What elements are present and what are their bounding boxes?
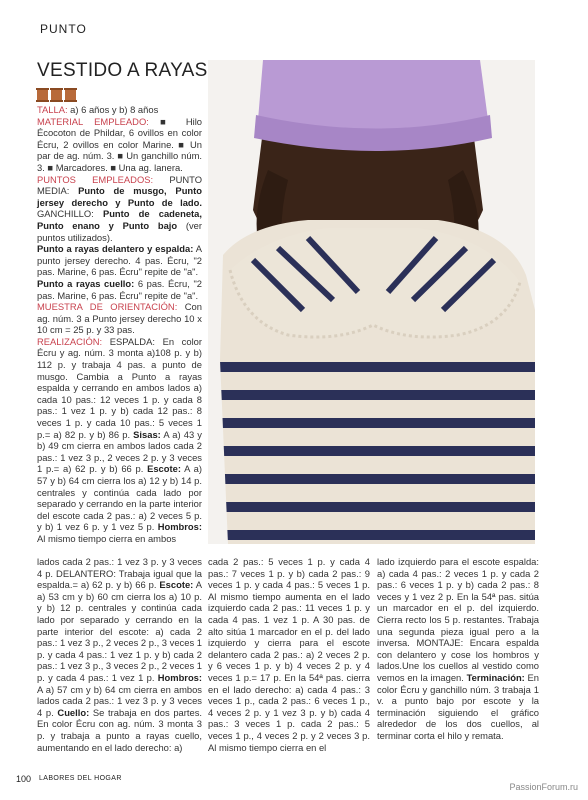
terminacion-text: En color Écru y ganchillo núm. 3 trabaja 1 v. a punto bajo por escote y la terminación siguiendo el gráfico alrededor de los dos cuellos, al terminar corta el hilo y remata. <box>377 671 539 741</box>
escote-text-2: A a) 53 cm y b) 60 cm cierra los a) 10 p. y b) 12 p. centrales y continúa cada lado por separado y cerrando en la parte interior del escote: a) cada 2 pas.: 1 vez 3 p., 2 veces 2 p., 3 veces 1 p. y cada 4 pas.: 1 vez 1 p. y b) cada 2 pas.: 1 vez 3 p., 3 veces 2 p., 2 veces 1 p. y cada 4 pas.: 1 vez 1 p. <box>37 579 202 683</box>
hombros-text-2: A a) 57 cm y b) 64 cm cierra en ambos lados cada 2 pas.: 1 vez 3 p. y 3 veces 4 p. <box>37 683 202 718</box>
difficulty-spools <box>37 88 76 102</box>
photo-girl-striped-dress <box>208 60 535 544</box>
page-title: VESTIDO A RAYAS <box>37 60 208 81</box>
puntos-list-2: Punto de cadeneta, Punto enano y Punto bajo <box>37 208 202 231</box>
puntos-ver: (ver puntos utilizados). <box>37 219 202 243</box>
escote-label-2: Escote: <box>156 579 194 591</box>
spool-icon <box>37 88 48 102</box>
cuello-label: Cuello: <box>53 706 90 718</box>
hombros-label: Hombros: <box>154 521 202 533</box>
puntos-media: PUNTO MEDIA: <box>37 173 202 197</box>
ganchillo-text: GANCHILLO: <box>37 208 94 220</box>
realizacion-label: REALIZACIÓN: <box>37 335 103 347</box>
talla-label: TALLA: <box>37 104 68 115</box>
talla-text: a) 6 años y b) 8 años <box>67 104 159 115</box>
hombros-label-2: Hombros: <box>154 671 203 683</box>
delantero-text: lados cada 2 pas.: 1 vez 3 p. y 3 veces 4 p. DELANTERO: Trabaja igual que la espalda.= a) 62 p. y b) 66 p. <box>37 556 202 591</box>
material-label: MATERIAL EMPLEADO: <box>37 115 149 127</box>
muestra-text: Con ag. núm. 3 a Punto jersey derecho 10 x 10 cm = 25 p. y 33 pas. <box>37 301 202 336</box>
escote-label: Escote: <box>143 463 181 475</box>
montaje-text: lado izquierdo para el escote espalda: a) cada 4 pas.: 2 veces 1 p. y cada 2 pas.: 6 veces 1 p. y b) cada 2 pas.: 8 veces y 1 vez 2 p. En la 54ª pas. sitúa un marcador en el p. del izquierdo. Cierra recto los 5 p. restantes. Trabaja una segunda pieza igual pero a la inversa. MONTAJE: Encara espalda con delantero y cose los hombros y lados.Une los cuellos al vestido como vemos en la imagen. <box>377 556 539 683</box>
rayas-espalda-text: A punto jersey derecho. 4 pas. Écru, "2 pas. Marine, 6 pas. Écru" repite de "a". <box>37 243 203 278</box>
puntos-list-1: Punto de musgo, Punto jersey derecho y Punto de lado. <box>37 185 202 208</box>
watermark: PassionForum.ru <box>509 782 578 792</box>
hombros-text: Al mismo tiempo cierra en ambos <box>37 532 177 544</box>
instructions-column-1 <box>37 104 202 545</box>
cuello-text: Se trabaja en dos partes. En color Écru con ag. núm. 3 monta 3 p. y trabaja a punto a rayas cuello, aumentando en el lado derecho: a) <box>37 706 203 753</box>
instructions-column-2 <box>208 556 370 753</box>
spool-icon <box>65 88 76 102</box>
puntos-label: PUNTOS EMPLEADOS: <box>37 173 154 185</box>
realizacion-text: ESPALDA: En color Écru y ag. núm. 3 monta a)108 p. y b) 112 p. y trabaja 4 pas. a punto de musgo. Cambia a Punto a rayas espalda y cerrando en ambos lados a) cada 10 pas.: 12 veces 1 p. y cada 8 pas.: 1 vez 1 p. y b) cada 12 pas.: 8 veces 1 p. y cada 10 pas.: 5 veces 1 p.= a) 82 p. y b) 86 p. <box>37 335 202 440</box>
rayas-cuello-text: 6 pas. Écru, "2 pas. Marine, 6 pas. Écru" repite de "a". <box>37 277 202 301</box>
rayas-espalda-label: Punto a rayas delantero y espalda: <box>37 243 194 255</box>
instructions-column-3 <box>377 556 539 742</box>
column-2-text: cada 2 pas.: 5 veces 1 p. y cada 4 pas.: 7 veces 1 p. y b) cada 2 pas.: 9 veces 1 p. y cada 4 pas.: 5 veces 1 p. Al mismo tiempo aumenta en el lado izquierdo cada 2 pas.: 11 veces 1 p. y cada 4 pas. 1 vez 1 p. A 30 pas. de alto sitúa 1 marcador en el p. del lado izquierdo y cierra para el escote delantero cada 2 pas.: a) 2 veces 2 p. y 6 veces 1 p. y b) 4 veces 2 p. y 4 veces 1 p.= 17 p. En la 54ª pas. cierra en el lado derecho: a) cada 4 pas.: 3 veces 1 p., cada 2 pas.: 6 veces 1 p., 4 veces 2 p. y 1 vez 3 p. y b) cada 4 pas.: 3 veces 1 p. cada 2 pas.: 5 veces 1 p., 4 veces 2 p. y 2 veces 3 p. Al mismo tiempo cierra en el <box>208 556 370 753</box>
magazine-name: LABORES DEL HOGAR <box>39 775 122 782</box>
rayas-cuello-label: Punto a rayas cuello: <box>37 277 135 289</box>
page-number: 100 <box>16 774 32 784</box>
spool-icon <box>51 88 62 102</box>
sisas-label: Sisas: <box>130 428 161 440</box>
muestra-label: MUESTRA DE ORIENTACIÓN: <box>37 301 178 313</box>
sisas-text: A a) 43 y b) 49 cm cierra en ambos lados cada 2 pas.: 1 vez 3 p., 2 veces 2 p. y 3 veces 1 p.= a) 62 p. y b) 66 p. <box>37 428 202 475</box>
photo-illustration <box>208 60 535 544</box>
material-text: ■ Hilo Écocoton de Phildar, 6 ovillos en color Écru, 2 ovillos en color Marine. ■ Un par de ag. núm. 3. ■ Un ganchillo núm. 3. ■ Marcadores. ■ Una ag. lanera. <box>37 115 202 173</box>
section-label: PUNTO <box>40 22 87 36</box>
escote-text: A a) 57 y b) 64 cm cierra los a) 12 y b) 14 p. centrales y continúa cada lado por separado y cerrando en la parte interior del escote cada 2 pas.: a) 2 veces 5 p. y b) 1 vez 6 p. y 1 vez 5 p. <box>37 463 202 533</box>
terminacion-label: Terminación: <box>463 671 525 683</box>
instructions-column-1-bottom <box>37 556 202 753</box>
